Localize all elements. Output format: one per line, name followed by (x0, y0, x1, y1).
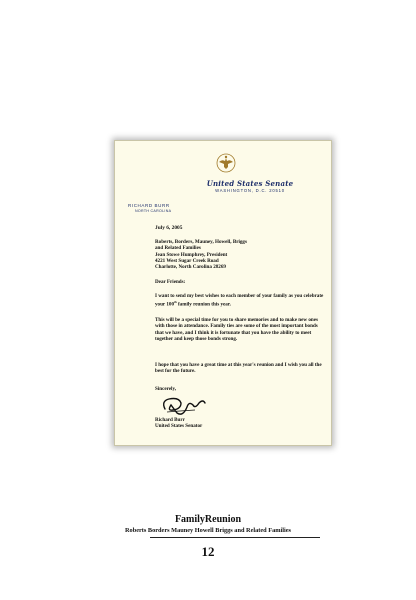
paragraph-family-ties: This will be a special time for you to share memories and to make new ones with those in attendance. Family ties are some of the most important bonds that we have, and I think it is fortunate that you have the ability to meet together and keep those bonds strong. (155, 317, 318, 342)
recipient-line: Jean Stowe Humphrey, President (155, 251, 228, 258)
senate-name: United States Senate (206, 179, 294, 188)
sender-name: RICHARD BURR (128, 203, 170, 208)
closing: Sincerely, (155, 386, 176, 392)
signature-name: Richard Burr (155, 417, 185, 423)
handwritten-signature (159, 391, 207, 419)
page-number: 12 (201, 544, 215, 559)
letter-date: July 6, 2005 (155, 225, 183, 231)
recipient-address (155, 239, 247, 270)
recipient-line: 4221 West Sugar Creek Road (155, 257, 219, 264)
senator-letter (114, 140, 332, 446)
sender-state: NORTH CAROLINA (135, 209, 172, 213)
recipient-line: Charlotte, North Carolina 28269 (155, 264, 226, 271)
signature-title: United States Senator (155, 423, 203, 429)
footer-title: FamilyReunion (174, 514, 242, 525)
paragraph-wishes: I want to send my best wishes to each member of your family as you celebrate your 100th family reunion this year. (155, 293, 324, 308)
recipient-line: Roberts, Borders, Mauney, Howell, Briggs (155, 239, 247, 245)
recipient-line: and Related Families (155, 245, 201, 252)
senate-address: WASHINGTON, D.C. 20510 (215, 188, 285, 193)
footer-subtitle: Roberts Borders Mauney Howell Briggs and Related Families (125, 527, 291, 534)
great-seal-icon (216, 153, 236, 173)
paragraph-closing-wish: I hope that you have a great time at this year's reunion and I wish you all the best for the future. (155, 362, 322, 375)
footer-divider (150, 537, 320, 538)
salutation: Dear Friends: (155, 279, 186, 285)
